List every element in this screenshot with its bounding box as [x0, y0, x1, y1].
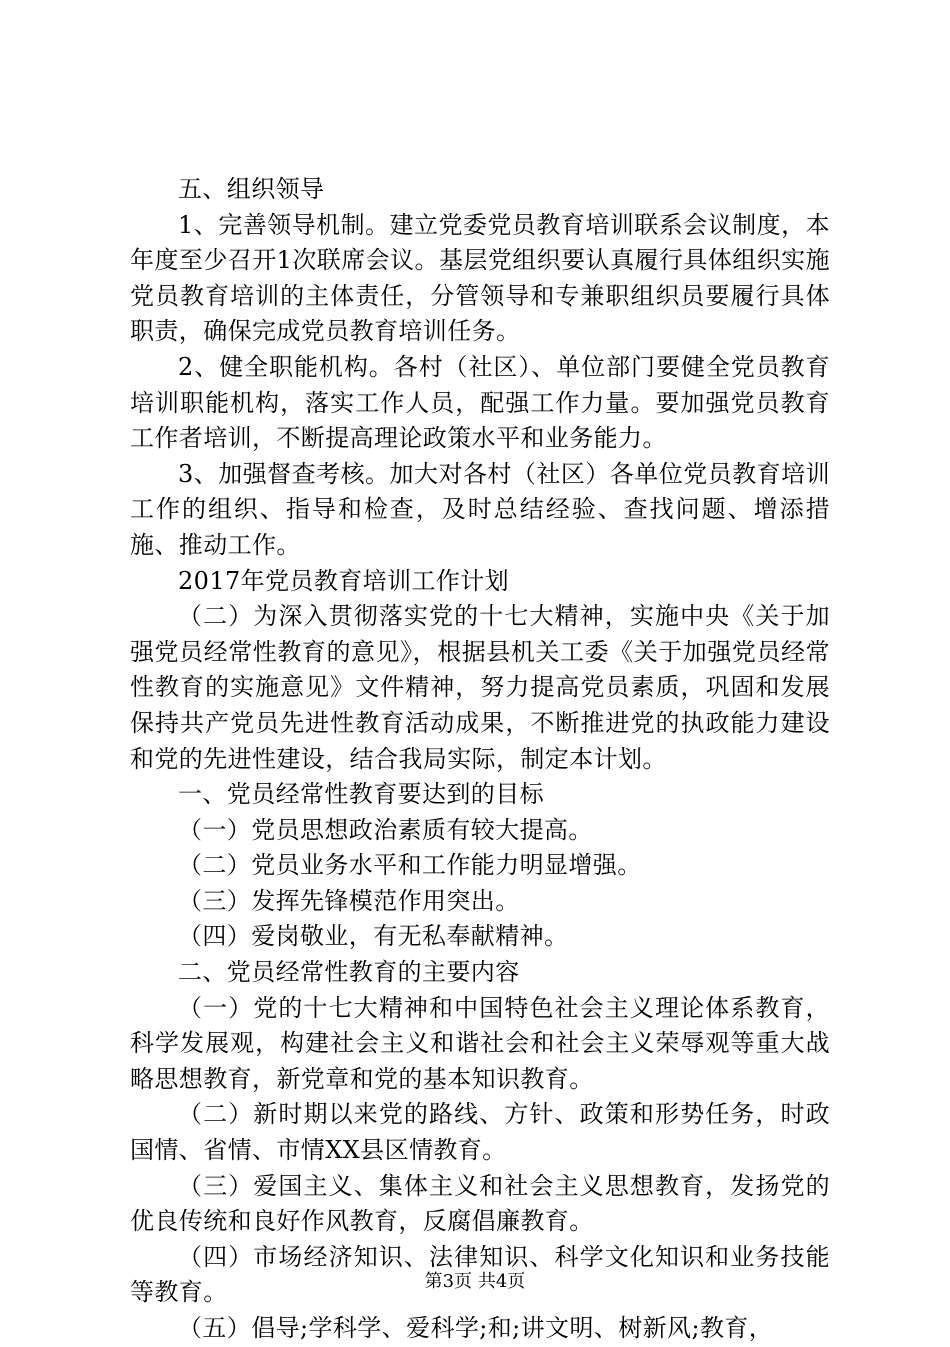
list-item-goal-3: （三）发挥先锋模范作用突出。: [178, 886, 520, 915]
paragraph-plan-intro: （二）为深入贯彻落实党的十七大精神，实施中央《关于加强党员经常性教育的意见》，根据县机关工委《关于加强党员经常性教育的实施意见》文件精神，努力提高党员素质，巩固和发展保持共产党员先进性教育活动成果，不断推进党的执政能力建设和党的先进性建设，结合我局实际，制定本计划。: [130, 602, 830, 773]
paragraph-leadership-mechanism: 1、完善领导机制。建立党委党员教育培训联系会议制度，本年度至少召开1次联席会议。基层党组织要认真履行具体组织实施党员教育培训的主体责任，分管领导和专兼职组织员要履行具体职责，确保完成党员教育培训任务。: [130, 210, 830, 346]
list-item-content-4: （四）市场经济知识、法律知识、科学文化知识和业务技能等教育。: [130, 1242, 830, 1307]
paragraph-supervision-assessment: 3、加强督查考核。加大对各村（社区）各单位党员教育培训工作的组织、指导和检查，及时总结经验、查找问题、增添措施、推动工作。: [130, 459, 830, 559]
page-footer: [0, 1270, 950, 1294]
paragraph-functional-institutions: 2、健全职能机构。各村（社区）、单位部门要健全党员教育培训职能机构，落实工作人员，配强工作力量。要加强党员教育工作者培训，不断提高理论政策水平和业务能力。: [130, 352, 830, 453]
document-title-plan: 2017年党员教育培训工作计划: [178, 566, 510, 595]
list-item-content-2: （二）新时期以来党的路线、方针、政策和形势任务，时政国情、省情、市情XX县区情教育。: [130, 1100, 830, 1165]
list-item-content-5: （五）倡导;学科学、爱科学;和;讲文明、树新风;教育，: [178, 1314, 774, 1342]
section-heading-organization: 五、组织领导: [178, 175, 325, 203]
section-heading-goals: 一、党员经常性教育要达到的目标: [178, 780, 544, 809]
document-body: [130, 172, 830, 1347]
list-item-goal-1: （一）党员思想政治素质有较大提高。: [178, 815, 593, 844]
list-item-goal-2: （二）党员业务水平和工作能力明显增强。: [178, 851, 642, 880]
list-item-goal-4: （四）爱岗敬业，有无私奉献精神。: [178, 922, 569, 951]
section-heading-content: 二、党员经常性教育的主要内容: [178, 958, 520, 987]
page-number-label: 第3页 共4页: [424, 1271, 526, 1292]
list-item-content-1: （一）党的十七大精神和中国特色社会主义理论体系教育，科学发展观，构建社会主义和谐社会和社会主义荣辱观等重大战略思想教育，新党章和党的基本知识教育。: [130, 993, 830, 1093]
list-item-content-3: （三）爱国主义、集体主义和社会主义思想教育，发扬党的优良传统和良好作风教育，反腐倡廉教育。: [130, 1171, 830, 1236]
